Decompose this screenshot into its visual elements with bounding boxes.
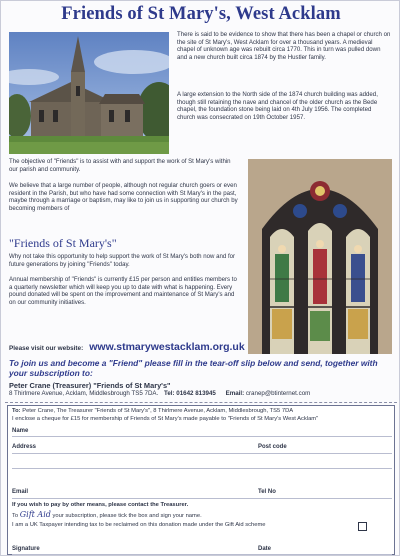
signature-label: Signature	[12, 546, 40, 552]
page-title: Friends of St Mary's, West Acklam	[61, 4, 341, 24]
website-line	[9, 341, 249, 353]
slip-recipient: Peter Crane, The Treasurer "Friends of St Mary's", 8 Thirlmere Avenue, Acklam, Middlesbrough, TS5 7DA	[22, 408, 294, 414]
date-label: Date	[258, 546, 272, 552]
objective-paragraph: The objective of "Friends" is to assist with and support the work of St Mary's within our parish and community.	[9, 158, 231, 173]
friends-heading: "Friends of St Mary's"	[9, 236, 117, 250]
treasurer-address: 8 Thirlmere Avenue, Acklam, Middlesbrough TS5 7DA.	[9, 390, 159, 397]
treasurer-name: Peter Crane (Treasurer) "Friends of St Mary's"	[9, 381, 171, 390]
address-field-2[interactable]	[12, 468, 392, 469]
giftaid-prefix: To	[12, 513, 19, 519]
church-photo	[9, 32, 169, 154]
email-field-label: Email	[12, 489, 29, 495]
slip-to-label: To:	[12, 408, 21, 414]
believe-paragraph: We believe that a large number of people, although not regular church goers or even resident in the Parish, but who have had some connection with St Mary's in the past, maybe through a marriage or baptism, may like to join us in supporting our church by becoming members of	[9, 182, 238, 212]
website-label: Please visit our website:	[9, 345, 84, 352]
giftaid-instruction: your subscription, please tick the box and sign your name.	[52, 513, 202, 519]
email-tel-field[interactable]	[12, 498, 392, 499]
name-field[interactable]	[12, 436, 392, 437]
email-address[interactable]: cranep@btinternet.com	[245, 390, 311, 397]
join-instructions: To join us and become a "Friend" please fill in the tear-off slip below and send, together with your subscription to:	[9, 358, 378, 378]
giftaid-checkbox[interactable]	[358, 522, 367, 531]
postcode-label: Post code	[258, 444, 287, 450]
giftaid-line	[12, 510, 202, 519]
signature-date-field[interactable]	[12, 554, 392, 555]
website-link[interactable]: www.stmarywestacklam.org.uk	[89, 341, 245, 353]
address-label: Address	[12, 444, 37, 450]
treasurer-contact-line	[9, 390, 395, 397]
slip-cheque-line: I enclose a cheque for £15 for membership of Friends of St Mary's made payable to "Friends of St Mary's West Acklam"	[12, 416, 319, 422]
history-paragraph-2: A large extension to the North side of the 1874 church building was added, though still retaining the nave and chancel of the older church as the Bede chapel, the foundation stone being laid on 4th July 1956. The completed church was consecrated on 19th October 1957.	[177, 91, 378, 121]
slip-to-line	[12, 408, 293, 414]
why-paragraph: Why not take this opportunity to help support the work of St Mary's both now and for future generations by joining "Friends" today.	[9, 253, 236, 268]
history-paragraph-1: There is said to be evidence to show that there has been a chapel or church on the site of St Mary's, West Acklam for over a thousand years. A medieval chapel of unknown age was rebuilt circa 1770. This in turn was pulled down and a new church built circa 1874 by the Hustler family.	[177, 31, 391, 61]
tel-number: 01642 813945	[176, 390, 216, 397]
other-means-note	[12, 502, 188, 508]
membership-paragraph: Annual membership of "Friends" is currently £15 per person and entitles members to a quarterly newsletter which will keep you up to date with what is happening. Every pound donated will be spent on the improvement and maintenance of St Mary's and on our community initiatives.	[9, 276, 237, 306]
telno-label: Tel No	[258, 489, 276, 495]
tel-label: Tel:	[164, 390, 175, 397]
giftaid-logo: Gift Aid	[19, 510, 51, 519]
tear-off-line	[5, 402, 397, 403]
other-means-text: If you wish to pay by other means, please contact the Treasurer.	[12, 502, 189, 508]
name-label: Name	[12, 428, 29, 434]
address-field[interactable]	[12, 453, 392, 454]
membership-slip	[7, 405, 395, 555]
stained-glass-photo	[248, 159, 392, 354]
email-label: Email:	[225, 390, 245, 397]
taxpayer-declaration: I am a UK Taxpayer intending tax to be reclaimed on this donation made under the Gift Aid scheme	[12, 522, 266, 528]
